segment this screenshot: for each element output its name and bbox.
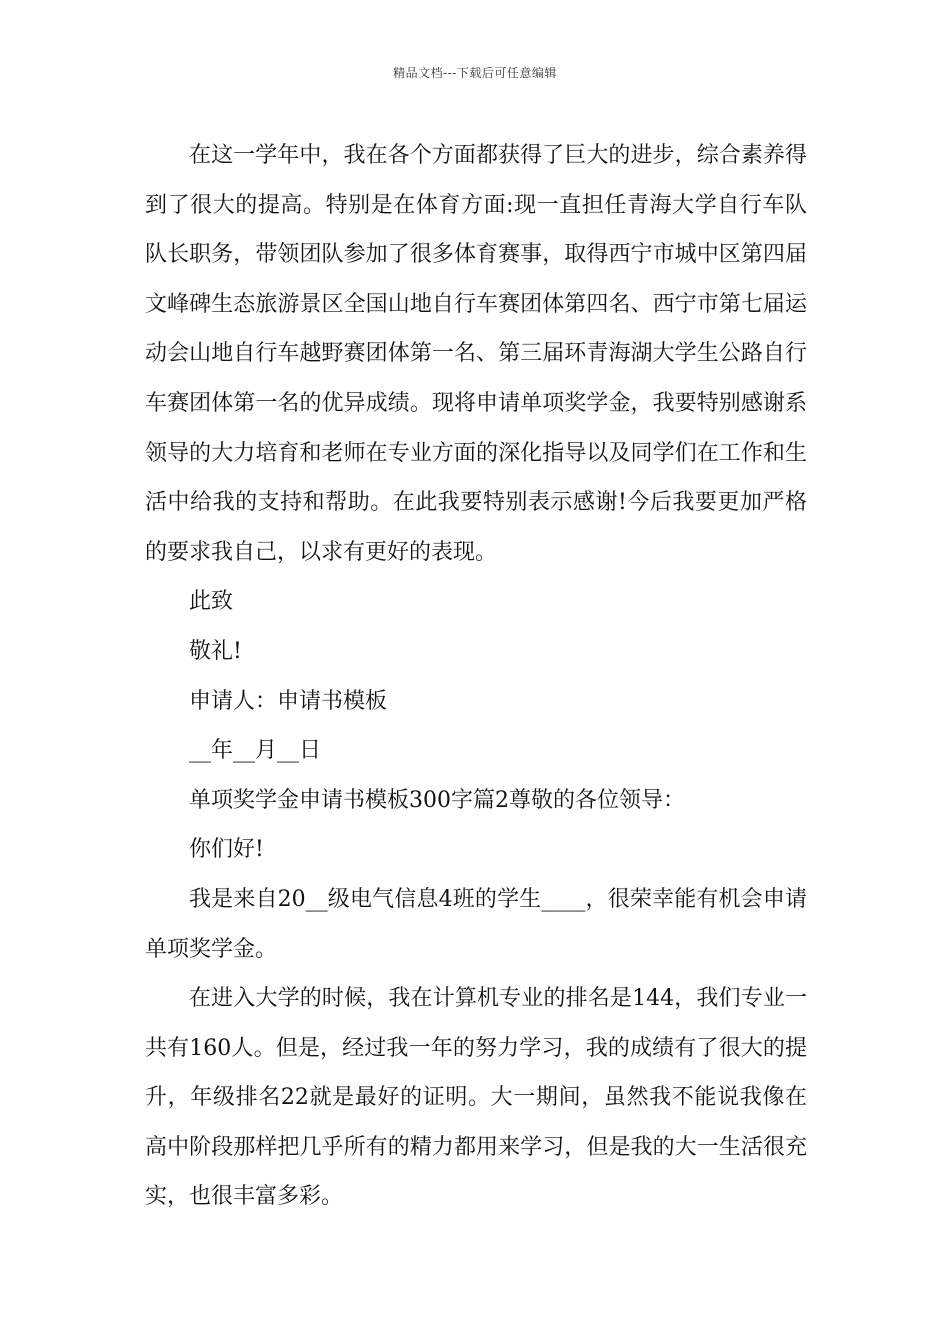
- greeting-line: 你们好!: [189, 837, 264, 863]
- document-body: [145, 131, 807, 1222]
- date-line: __年__月__日: [189, 738, 322, 764]
- paragraph-achievements: 在这一学年中，我在各个方面都获得了巨大的进步，综合素养得到了很大的提高。特别是在体育方面:现一直担任青海大学自行车队队长职务，带领团队参加了很多体育赛事，取得西宁市城中区第四届文峰碑生态旅游景区全国山地自行车赛团体第四名、西宁市第七届运动会山地自行车越野赛团体第一名、第三届环青海湖大学生公路自行车赛团体第一名的优异成绩。现将申请单项奖学金，我要特别感谢系领导的大力培育和老师在专业方面的深化指导以及同学们在工作和生活中给我的支持和帮助。在此我要特别表示感谢!今后我要更加严格的要求我自己，以求有更好的表现。: [145, 143, 807, 565]
- applicant-line: 申请人：申请书模板: [189, 688, 388, 714]
- page-header: 精品文档---下载后可任意编辑: [393, 66, 557, 80]
- section-title: 单项奖学金申请书模板300字篇2尊敬的各位领导：: [189, 787, 685, 813]
- closing-regards: 敬礼!: [189, 638, 242, 664]
- closing-salutation: 此致: [189, 589, 234, 615]
- paragraph-progress: 在进入大学的时候，我在计算机专业的排名是144，我们专业一共有160人。但是，经过我一年的努力学习，我的成绩有了很大的提升，年级排名22就是最好的证明。大一期间，虽然我不能说我像在高中阶段那样把几乎所有的精力都用来学习，但是我的大一生活很充实，也很丰富多彩。: [145, 986, 807, 1210]
- paragraph-introduction: 我是来自20__级电气信息4班的学生____，很荣幸能有机会申请单项奖学金。: [145, 886, 807, 962]
